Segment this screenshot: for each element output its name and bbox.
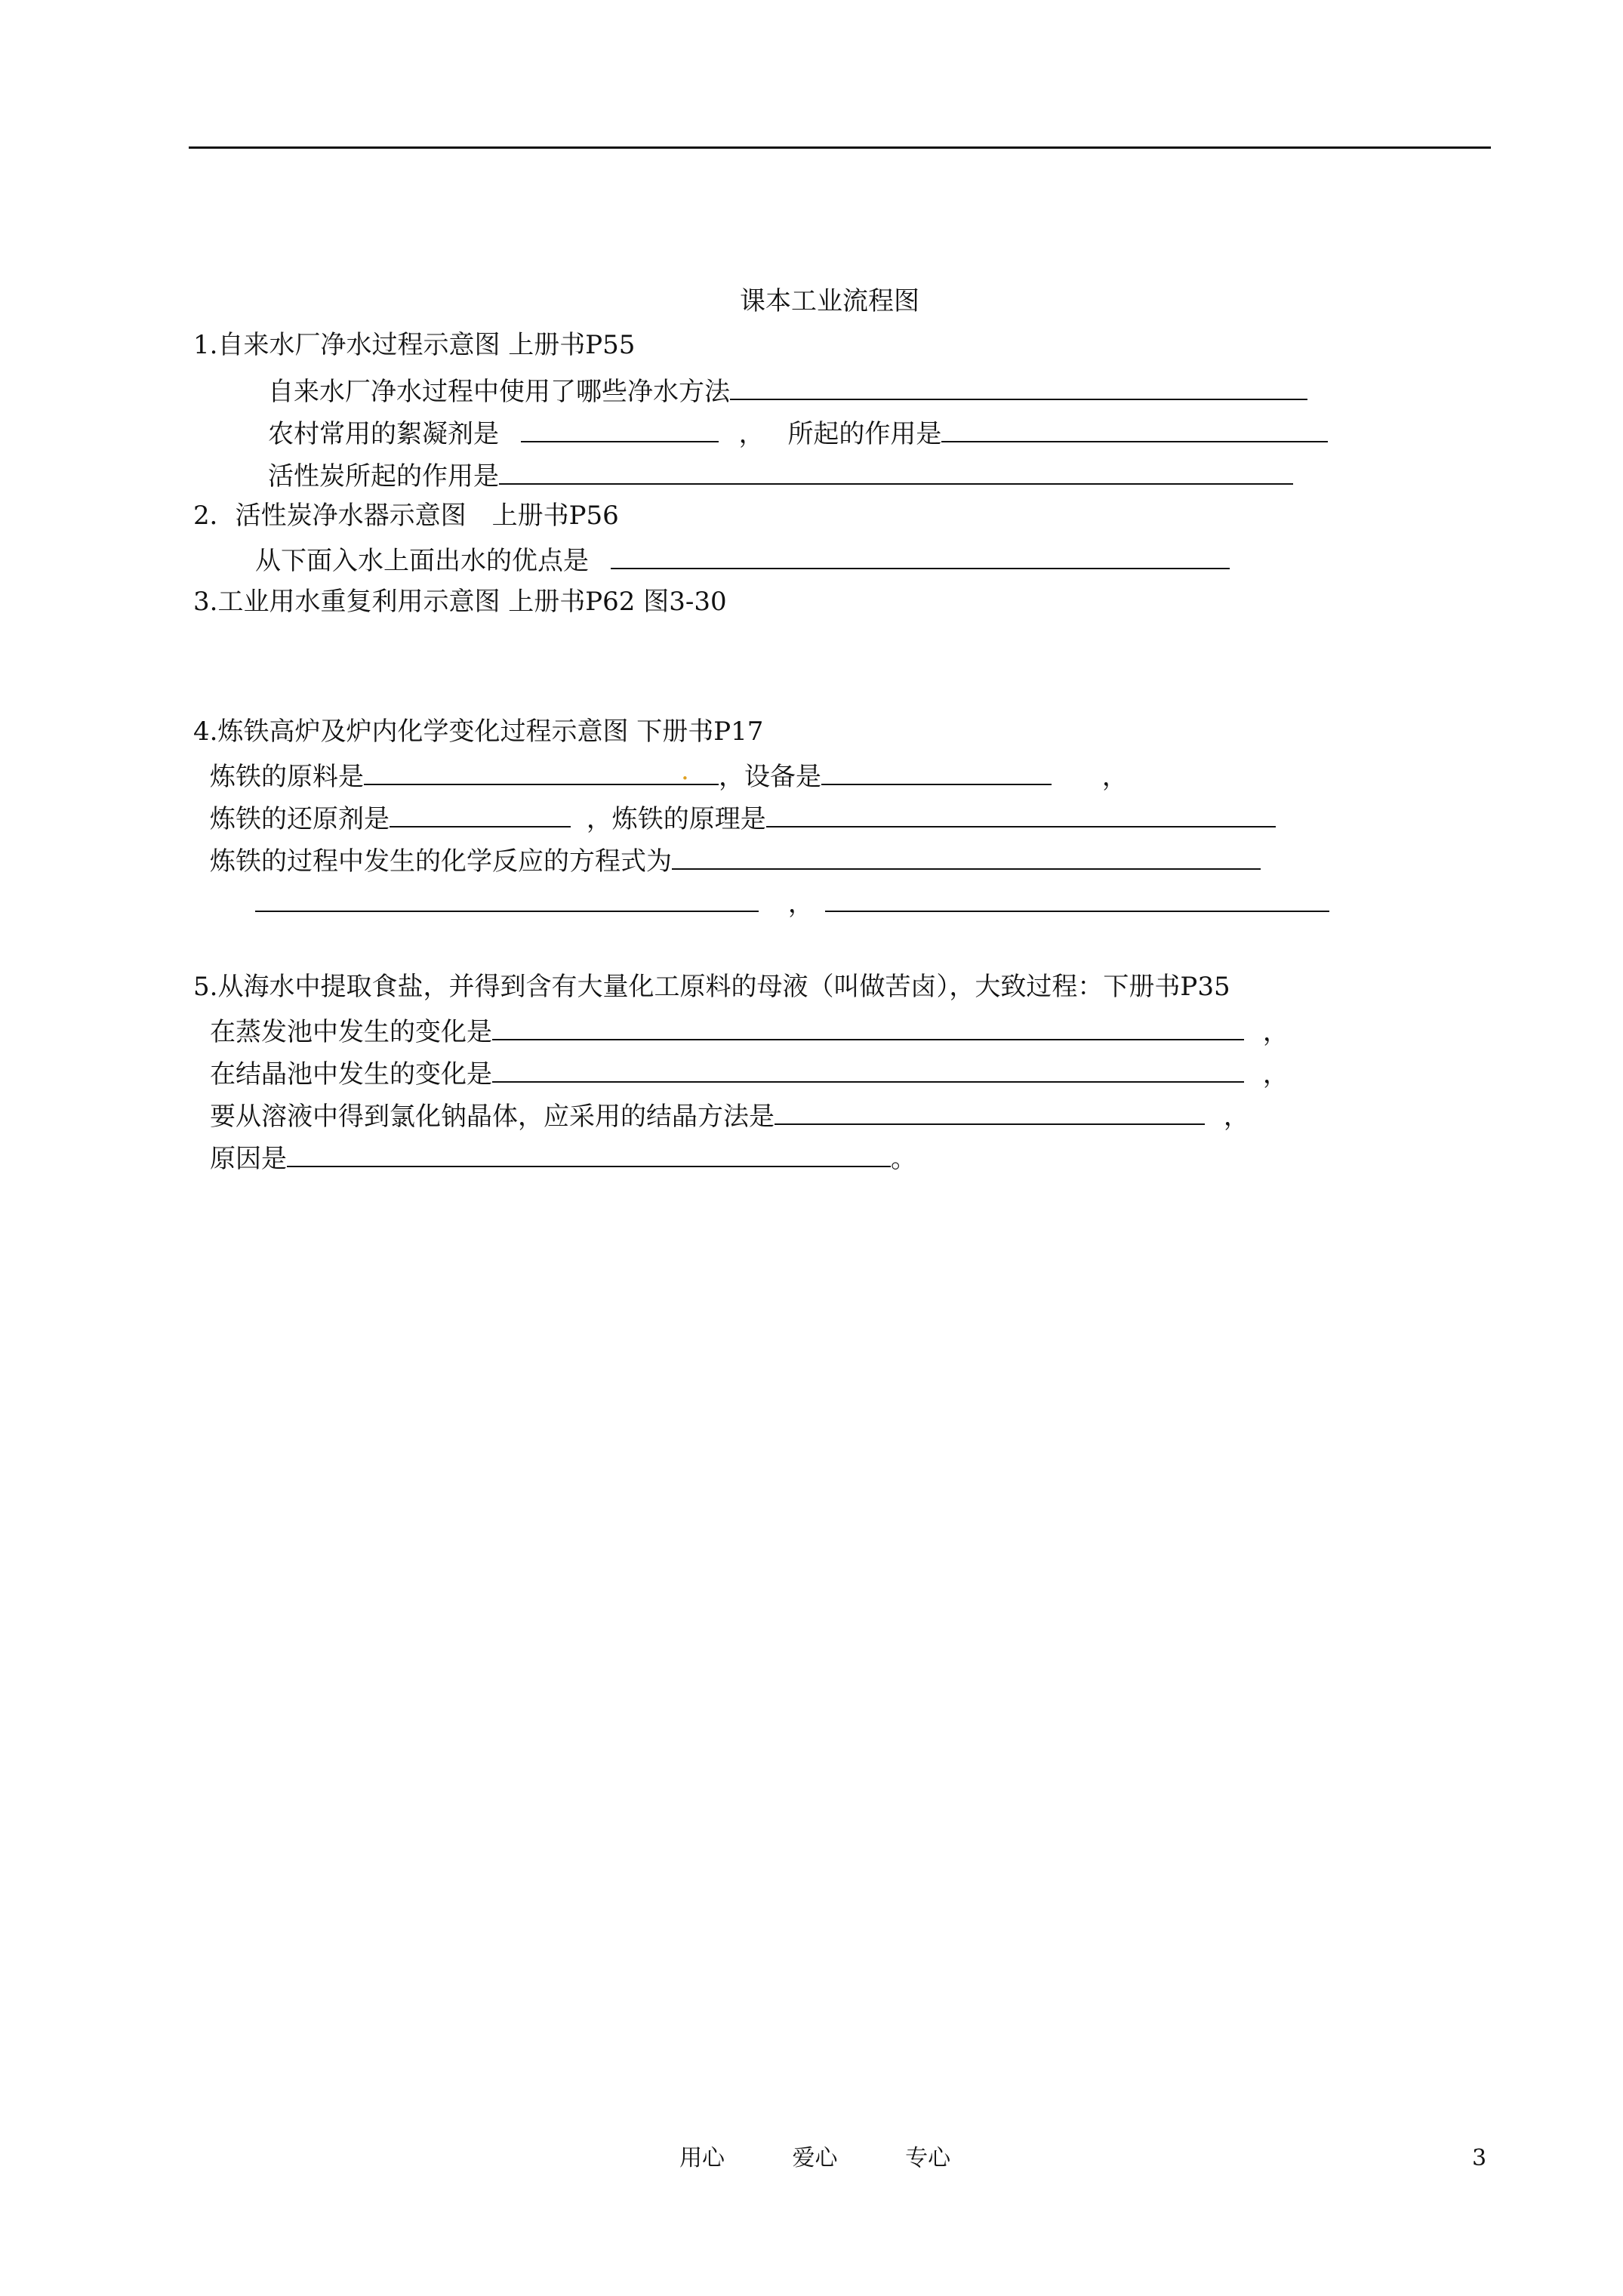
footer-motto bbox=[679, 2144, 950, 2173]
section-2-heading: 2．活性炭净水器示意图 上册书P56 bbox=[193, 501, 619, 531]
answer-blank[interactable] bbox=[499, 458, 1293, 485]
answer-blank[interactable] bbox=[390, 800, 571, 827]
answer-blank[interactable] bbox=[775, 1098, 1205, 1125]
section-1-heading: 1.自来水厂净水过程示意图 上册书P55 bbox=[193, 330, 636, 360]
footer-item: 用心 bbox=[679, 2145, 725, 2171]
answer-blank[interactable] bbox=[766, 800, 1276, 827]
s4-question-3: 炼铁的过程中发生的化学反应的方程式为 bbox=[210, 843, 1261, 877]
footer-item: 专心 bbox=[905, 2145, 951, 2171]
answer-blank[interactable] bbox=[364, 758, 719, 785]
answer-blank[interactable] bbox=[287, 1140, 891, 1167]
s4-question-1: 炼铁的原料是 . ，设备是 ， bbox=[210, 756, 1128, 792]
s1-question-2: 农村常用的絮凝剂是 ， 所起的作用是 bbox=[268, 415, 1328, 450]
s4-question-2: 炼铁的还原剂是 ，炼铁的原理是 bbox=[210, 800, 1276, 835]
answer-blank[interactable] bbox=[730, 373, 1307, 400]
section-4-heading: 4.炼铁高炉及炉内化学变化过程示意图 下册书P17 bbox=[193, 717, 764, 747]
s1-question-3: 活性炭所起的作用是 bbox=[268, 458, 1293, 492]
answer-blank[interactable] bbox=[672, 843, 1261, 870]
answer-blank[interactable] bbox=[941, 415, 1328, 442]
s4-question-3-continued: ， bbox=[255, 885, 1329, 920]
answer-blank[interactable] bbox=[255, 885, 759, 912]
s5-question-3: 要从溶液中得到氯化钠晶体，应采用的结晶方法是 ， bbox=[210, 1098, 1249, 1133]
answer-blank[interactable] bbox=[521, 415, 719, 442]
stray-dot: . bbox=[681, 756, 689, 786]
answer-blank[interactable] bbox=[611, 542, 1230, 569]
answer-blank[interactable] bbox=[492, 1056, 1244, 1083]
section-3-heading: 3.工业用水重复利用示意图 上册书P62 图3-30 bbox=[193, 587, 727, 617]
s5-question-1: 在蒸发池中发生的变化是 ， bbox=[210, 1013, 1289, 1048]
answer-blank[interactable] bbox=[821, 758, 1052, 785]
s1-question-1: 自来水厂净水过程中使用了哪些净水方法 bbox=[268, 373, 1307, 408]
header-rule bbox=[189, 146, 1491, 149]
page-title: 课本工业流程图 bbox=[740, 286, 919, 316]
s5-question-4: 原因是 。 bbox=[210, 1140, 916, 1175]
answer-blank[interactable] bbox=[492, 1013, 1244, 1040]
page-number: 3 bbox=[1472, 2145, 1487, 2171]
s5-question-2: 在结晶池中发生的变化是 ， bbox=[210, 1056, 1289, 1090]
section-5-heading: 5.从海水中提取食盐，并得到含有大量化工原料的母液（叫做苦卤），大致过程：下册书P35 bbox=[193, 972, 1230, 1002]
s2-question-1: 从下面入水上面出水的优点是 bbox=[255, 542, 1230, 577]
answer-blank[interactable] bbox=[825, 885, 1329, 912]
footer-item: 爱心 bbox=[792, 2145, 838, 2171]
